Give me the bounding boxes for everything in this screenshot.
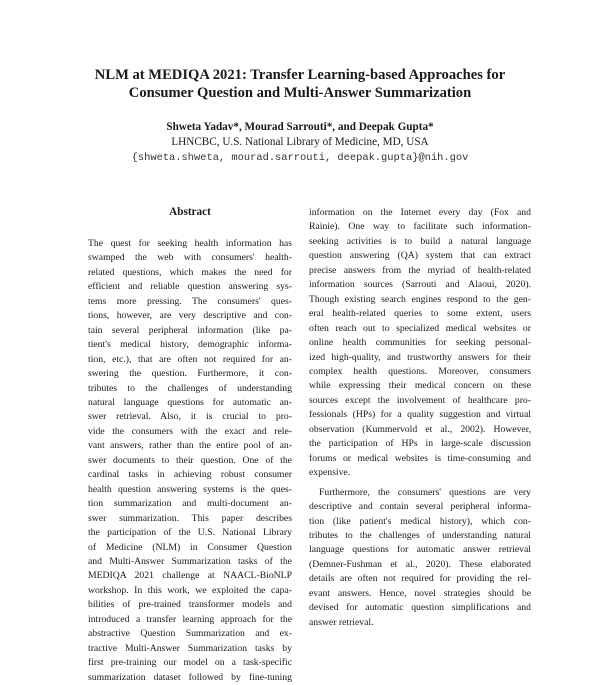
text-line: tion, etc.), that are often not required for an- (88, 353, 292, 365)
text-line: details are often not required for providing the rel- (309, 573, 531, 585)
author-emails: {shweta.shweta, mourad.sarrouti, deepak.gupta}@nih.gov (131, 152, 469, 164)
text-line: related questions, which makes the need for (88, 266, 292, 278)
text-line: The quest for seeking health information has (88, 238, 292, 249)
text-line: of Medicine (NLM) in Consumer Question (88, 541, 292, 553)
abstract-body (88, 237, 292, 685)
text-line: swamped the web with consumers' health- (88, 252, 292, 264)
text-line: tion (like patient's medical history), which con- (309, 515, 531, 527)
intro-paragraph-2 (309, 486, 531, 631)
text-line: workshop. In this work, we exploited the capa- (88, 584, 292, 596)
text-line: abstractive Question Summarization and ex- (88, 628, 292, 640)
text-line: answer retrieval. (309, 616, 374, 628)
text-line: vant answers, rather than the entire pool of an- (88, 440, 292, 452)
text-line: summarization dataset followed by fine-tuning (88, 671, 292, 683)
text-line: tributes to the challenges of understanding (88, 382, 292, 394)
text-line: precise answers from the myriad of health-related (309, 264, 531, 276)
text-line: vide the consumers with the exact and rele- (88, 425, 292, 437)
intro-paragraph-1 (309, 206, 531, 481)
author-list: Shweta Yadav*, Mourad Sarrouti*, and Deepak Gupta* (166, 121, 434, 133)
text-line: swering the question. Furthermore, it con- (88, 368, 292, 380)
text-line: Furthermore, the consumers' questions are very (319, 486, 531, 498)
title-line: NLM at MEDIQA 2021: Transfer Learning-based Approaches for (94, 67, 506, 83)
text-line: swer summarization. This paper describes (88, 512, 292, 524)
text-line: tions, however, are very descriptive and con- (88, 310, 292, 322)
text-line: MEDIQA 2021 challenge at NAACL-BioNLP (88, 570, 292, 582)
text-line: information on the Internet every day (Fox and (309, 207, 531, 218)
text-line: seeking activities is to build a natural language (309, 235, 531, 247)
paper-title (0, 66, 600, 102)
text-line: tractive Multi-Answer Summarization tasks by (88, 642, 292, 654)
text-line: online health communities for seeking personal- (309, 337, 531, 349)
text-line: efficient and reliable question answering sys- (88, 281, 292, 293)
text-line: question answering (QA) system that can extract (309, 250, 531, 262)
text-line: language questions for automatic answer retrieval (309, 544, 531, 556)
affiliation: LHNCBC, U.S. National Library of Medicine, MD, USA (171, 136, 429, 148)
text-line: expensive. (309, 467, 351, 479)
text-line: Rainie). One way to facilitate such information- (309, 221, 531, 233)
text-line: tems more pressing. The consumers' ques- (88, 295, 292, 307)
text-line: fessionals (HPs) for a quality suggestion and virtual (309, 409, 531, 421)
text-line: (Demner-Fushman et al., 2020). These elaborated (309, 558, 531, 570)
text-line: ized high-quality, and trustworthy answers for their (309, 351, 531, 363)
text-line: tient's medical history, demographic informa- (88, 339, 292, 351)
text-line: the participation of HPs in large-scale discussion (309, 438, 531, 450)
abstract-heading: Abstract (169, 206, 211, 218)
text-line: and Multi-Answer Summarization tasks of the (88, 555, 292, 567)
text-line: information sources (Sarrouti and Alaoui, 2020). (309, 279, 531, 291)
text-line: tributes to the challenges of understanding natural (309, 529, 531, 541)
text-line: complex health questions. Moreover, consumers (309, 365, 531, 377)
introduction-column (309, 206, 531, 630)
text-line: Though existing search engines respond to the gen- (309, 293, 531, 305)
text-line: devised for automatic question simplifications and (309, 602, 531, 614)
text-line: health question answering systems is the ques- (88, 483, 292, 495)
text-line: cardinal tasks in achieving robust consumer (88, 469, 292, 481)
text-line: the participation of the U.S. National Library (88, 527, 292, 539)
text-line: descriptive and contain several peripheral informa- (309, 501, 531, 513)
text-line: eral health-related queries to some extent, users (309, 308, 531, 320)
text-line: forums or medical websites is time-consuming and (309, 452, 531, 464)
text-line: tion summarization and multi-document an- (88, 498, 292, 510)
text-line: while expressing their medical concern on these (309, 380, 531, 392)
text-line: often reach out to specialized medical websites or (309, 322, 531, 334)
text-line: sources except the involvement of healthcare pro- (309, 394, 531, 406)
text-line: evant answers. Hence, novel strategies should be (309, 587, 531, 599)
text-line: observation (Kummervold et al., 2002). However, (309, 423, 531, 435)
text-line: first pre-training our model on a task-specific (88, 657, 292, 669)
text-line: swer documents to their question. One of the (88, 454, 292, 466)
title-line: Consumer Question and Multi-Answer Summarization (128, 85, 472, 101)
text-line: swer retrieval. Also, it is crucial to pro- (88, 411, 292, 423)
text-line: bilities of pre-trained transformer models and (88, 599, 292, 611)
text-line: introduced a transfer learning approach for the (88, 613, 292, 625)
text-line: natural language questions for automatic an- (88, 396, 292, 408)
text-line: tain several peripheral information (like pa- (88, 324, 292, 336)
